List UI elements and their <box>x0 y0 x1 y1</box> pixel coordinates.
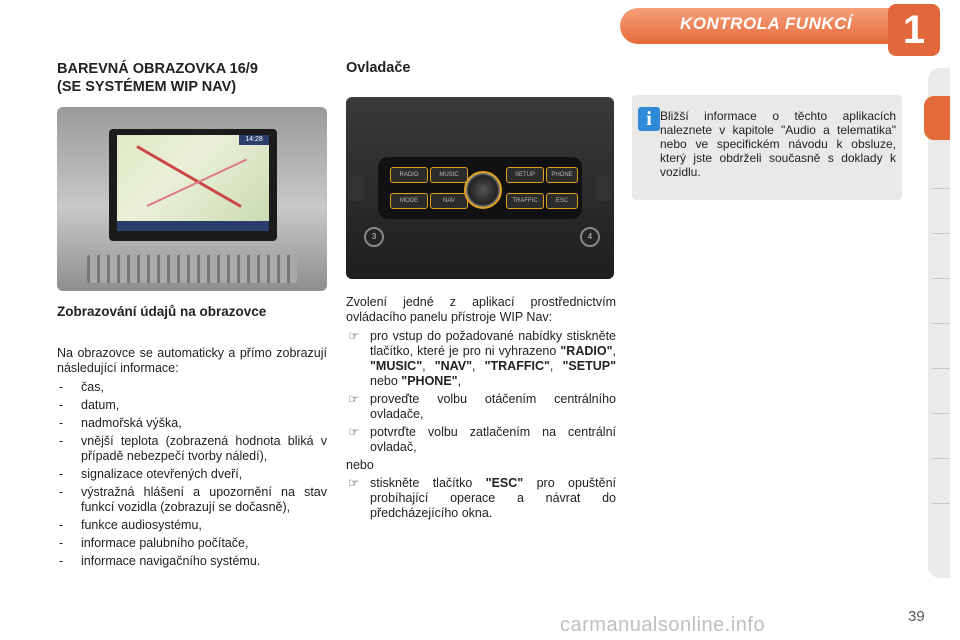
chapter-tab-active[interactable] <box>924 96 950 140</box>
map-road <box>136 145 241 208</box>
watermark: carmanualsonline.info <box>560 614 766 636</box>
display-info-text <box>57 346 327 572</box>
list-item: - výstražná hlášení a upozornění na stav funkcí vozidla (zobrazují se dočasně), <box>59 485 327 514</box>
tab-divider <box>932 413 950 414</box>
display-info-list <box>57 380 327 569</box>
radio-button[interactable]: RADIO <box>390 167 428 183</box>
controls-text <box>346 295 616 524</box>
traffic-button[interactable]: TRAFFIC <box>506 193 544 209</box>
page-number: 39 <box>908 608 925 625</box>
tab-divider <box>932 233 950 234</box>
hand-pointer-icon: ☞ <box>348 476 360 490</box>
list-item: - nadmořská výška, <box>59 416 182 430</box>
tab-divider <box>932 368 950 369</box>
list-item: - vnější teplota (zobrazená hodnota bliká v případě nebezpečí tvorby náledí), <box>59 434 327 463</box>
info-icon: i <box>638 107 660 131</box>
list-item: - funkce audiosystému, <box>59 518 202 532</box>
tab-divider <box>932 278 950 279</box>
dash-bullet: - <box>59 398 64 412</box>
list-item: ☞ stiskněte tlačítko "ESC" pro opuštění probíhající operace a návrat do předcházejícího okna. <box>348 476 616 520</box>
chapter-title: KONTROLA FUNKCÍ <box>680 14 853 33</box>
chapter-header <box>560 0 960 58</box>
section-heading-display <box>57 60 327 96</box>
central-rotary-knob[interactable] <box>464 171 502 209</box>
subheading-display-info: Zobrazování údajů na obrazovce <box>57 304 267 319</box>
control-panel-photo <box>346 97 614 279</box>
dash-bullet: - <box>59 434 64 448</box>
display-photo <box>57 107 327 291</box>
phone-button[interactable]: PHONE <box>546 167 578 183</box>
screen-clock: 14:28 <box>239 135 269 145</box>
heading-line-2: (SE SYSTÉMEM WIP NAV) <box>57 79 237 95</box>
chapter-tab-strip <box>928 68 950 578</box>
dash-bullet: - <box>59 416 64 430</box>
list-item: - čas, <box>59 380 104 394</box>
tab-divider <box>932 188 950 189</box>
info-text: Bližší informace o těchto aplikacích naleznete v kapitole "Audio a telematika" nebo ve specifickém návodu k obsluze, který jste obdrželi současně s doklady k vozidlu. <box>660 109 896 179</box>
list-item: ☞ proveďte volbu otáčením centrálního ovladače, <box>348 392 616 421</box>
hand-pointer-icon: ☞ <box>348 392 360 406</box>
esc-button[interactable]: ESC <box>546 193 578 209</box>
navigation-screen <box>117 135 269 231</box>
section-heading-controls: Ovladače <box>346 60 411 76</box>
music-button[interactable]: MUSIC <box>430 167 468 183</box>
preset-3-button[interactable]: 3 <box>364 227 384 247</box>
left-side-key <box>348 175 364 201</box>
dash-bullet: - <box>59 485 64 499</box>
hand-pointer-icon: ☞ <box>348 329 360 343</box>
dash-bullet: - <box>59 467 64 481</box>
list-item: - signalizace otevřených dveří, <box>59 467 243 481</box>
info-box <box>632 95 902 200</box>
preset-4-button[interactable]: 4 <box>580 227 600 247</box>
list-item: - datum, <box>59 398 120 412</box>
tab-divider <box>932 458 950 459</box>
dash-bullet: - <box>59 536 64 550</box>
screen-status-bar <box>117 221 269 231</box>
list-item: - informace navigačního systému. <box>59 554 261 568</box>
nav-button[interactable]: NAV <box>430 193 468 209</box>
setup-button[interactable]: SETUP <box>506 167 544 183</box>
dash-bullet: - <box>59 380 64 394</box>
mode-button[interactable]: MODE <box>390 193 428 209</box>
display-intro: Na obrazovce se automaticky a přímo zobrazují následující informace: <box>57 346 327 375</box>
tab-divider <box>932 503 950 504</box>
list-item: ☞ pro vstup do požadované nabídky stiskněte tlačítko, které je pro ni vyhrazeno "RADIO", "MUSIC", "NAV", "TRAFFIC", "SETUP" nebo "PHONE", <box>348 329 617 388</box>
chapter-number: 1 <box>888 4 940 56</box>
list-item: ☞ potvrďte volbu zatlačením na centrální ovladač, <box>348 425 616 454</box>
list-item: - informace palubního počítače, <box>59 536 249 550</box>
dash-bullet: - <box>59 518 64 532</box>
dash-bullet: - <box>59 554 64 568</box>
tab-divider <box>932 323 950 324</box>
hand-pointer-icon: ☞ <box>348 425 360 439</box>
right-side-key <box>596 175 612 201</box>
separator-text: nebo <box>346 458 374 472</box>
heading-line-1: BAREVNÁ OBRAZOVKA 16/9 <box>57 61 258 77</box>
controls-intro: Zvolení jedné z aplikací prostřednictvím ovládacího panelu přístroje WIP Nav: <box>346 295 616 324</box>
air-vent <box>87 255 297 283</box>
